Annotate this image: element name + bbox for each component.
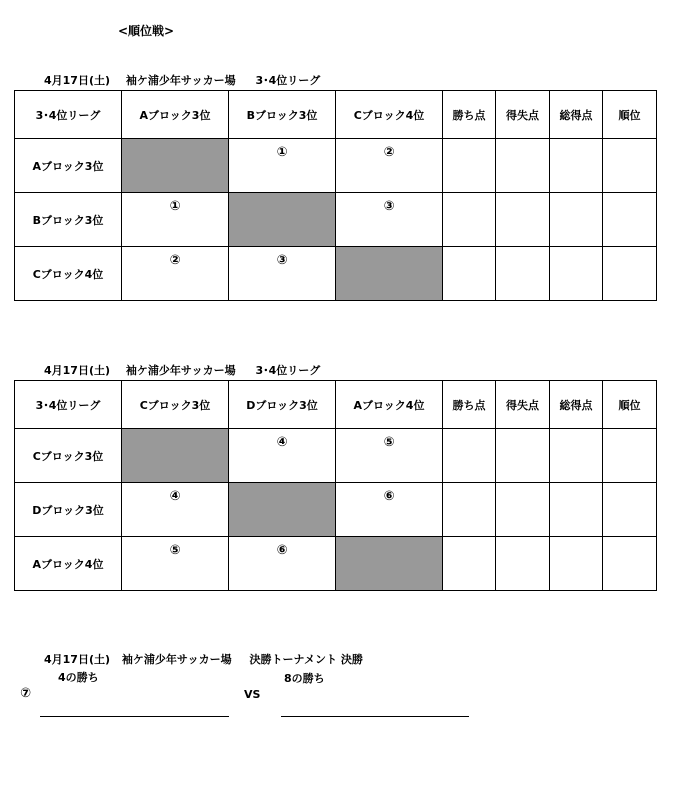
header-cell: 得失点: [496, 381, 550, 429]
team-name: Aブロック3位: [15, 139, 122, 193]
league1-header-row: [15, 91, 657, 139]
header-cell: 3･4位リーグ: [15, 91, 122, 139]
header-cell: 総得点: [550, 381, 603, 429]
header-cell: 勝ち点: [443, 91, 496, 139]
goals-cell: [550, 247, 603, 301]
points-cell: [443, 247, 496, 301]
self-match-cell: [229, 193, 336, 247]
header-cell: 3･4位リーグ: [15, 381, 122, 429]
match-cell: ⑤: [122, 537, 229, 591]
league1-caption: [44, 72, 320, 88]
goal-diff-cell: [496, 483, 550, 537]
match-cell: ⑥: [336, 483, 443, 537]
header-cell: Dブロック3位: [229, 381, 336, 429]
league2-header-row: [15, 381, 657, 429]
match-cell: ①: [122, 193, 229, 247]
header-cell: Cブロック4位: [336, 91, 443, 139]
table-row: [15, 537, 657, 591]
goals-cell: [550, 429, 603, 483]
self-match-cell: [336, 247, 443, 301]
header-cell: Aブロック3位: [122, 91, 229, 139]
final-match-number: ⑦: [20, 686, 32, 701]
match-cell: ③: [336, 193, 443, 247]
league1-date: 4月17日(土): [44, 74, 111, 87]
final-right-line: [281, 716, 469, 717]
table-row: [15, 139, 657, 193]
league2-date: 4月17日(土): [44, 364, 111, 377]
final-left-label: 4の勝ち: [58, 671, 99, 684]
match-cell: ④: [122, 483, 229, 537]
rank-cell: [603, 193, 657, 247]
table-row: [15, 483, 657, 537]
goal-diff-cell: [496, 537, 550, 591]
header-cell: Aブロック4位: [336, 381, 443, 429]
rank-cell: [603, 429, 657, 483]
rank-cell: [603, 537, 657, 591]
points-cell: [443, 139, 496, 193]
page-title: <順位戦>: [118, 24, 175, 38]
match-cell: ③: [229, 247, 336, 301]
goal-diff-cell: [496, 429, 550, 483]
league1-table: [14, 90, 657, 301]
points-cell: [443, 193, 496, 247]
goal-diff-cell: [496, 247, 550, 301]
rank-cell: [603, 483, 657, 537]
league1-name: 3･4位リーグ: [255, 74, 321, 87]
league2-name: 3･4位リーグ: [255, 364, 321, 377]
table-row: [15, 247, 657, 301]
goal-diff-cell: [496, 193, 550, 247]
header-cell: Bブロック3位: [229, 91, 336, 139]
goal-diff-cell: [496, 139, 550, 193]
header-cell: 総得点: [550, 91, 603, 139]
league2-table: [14, 380, 657, 591]
header-cell: 順位: [603, 381, 657, 429]
self-match-cell: [229, 483, 336, 537]
goals-cell: [550, 483, 603, 537]
final-vs: VS: [244, 688, 261, 701]
league2-caption: [44, 362, 320, 378]
team-name: Aブロック4位: [15, 537, 122, 591]
league2-venue: 袖ケ浦少年サッカー場: [125, 364, 236, 377]
final-left-line: [40, 716, 229, 717]
self-match-cell: [122, 139, 229, 193]
final-date: 4月17日(土): [44, 653, 111, 666]
final-venue: 袖ケ浦少年サッカー場: [121, 653, 232, 666]
team-name: Dブロック3位: [15, 483, 122, 537]
final-name: 決勝トーナメント 決勝: [249, 653, 363, 666]
league1-venue: 袖ケ浦少年サッカー場: [125, 74, 236, 87]
match-cell: ⑥: [229, 537, 336, 591]
points-cell: [443, 537, 496, 591]
goals-cell: [550, 537, 603, 591]
goals-cell: [550, 193, 603, 247]
rank-cell: [603, 247, 657, 301]
header-cell: Cブロック3位: [122, 381, 229, 429]
final-caption: [44, 651, 363, 667]
team-name: Cブロック3位: [15, 429, 122, 483]
header-cell: 得失点: [496, 91, 550, 139]
match-cell: ②: [122, 247, 229, 301]
match-cell: ①: [229, 139, 336, 193]
points-cell: [443, 483, 496, 537]
rank-cell: [603, 139, 657, 193]
header-cell: 勝ち点: [443, 381, 496, 429]
match-cell: ⑤: [336, 429, 443, 483]
match-cell: ②: [336, 139, 443, 193]
self-match-cell: [336, 537, 443, 591]
match-cell: ④: [229, 429, 336, 483]
final-right-label: 8の勝ち: [284, 672, 325, 685]
team-name: Cブロック4位: [15, 247, 122, 301]
team-name: Bブロック3位: [15, 193, 122, 247]
self-match-cell: [122, 429, 229, 483]
table-row: [15, 429, 657, 483]
table-row: [15, 193, 657, 247]
points-cell: [443, 429, 496, 483]
goals-cell: [550, 139, 603, 193]
header-cell: 順位: [603, 91, 657, 139]
